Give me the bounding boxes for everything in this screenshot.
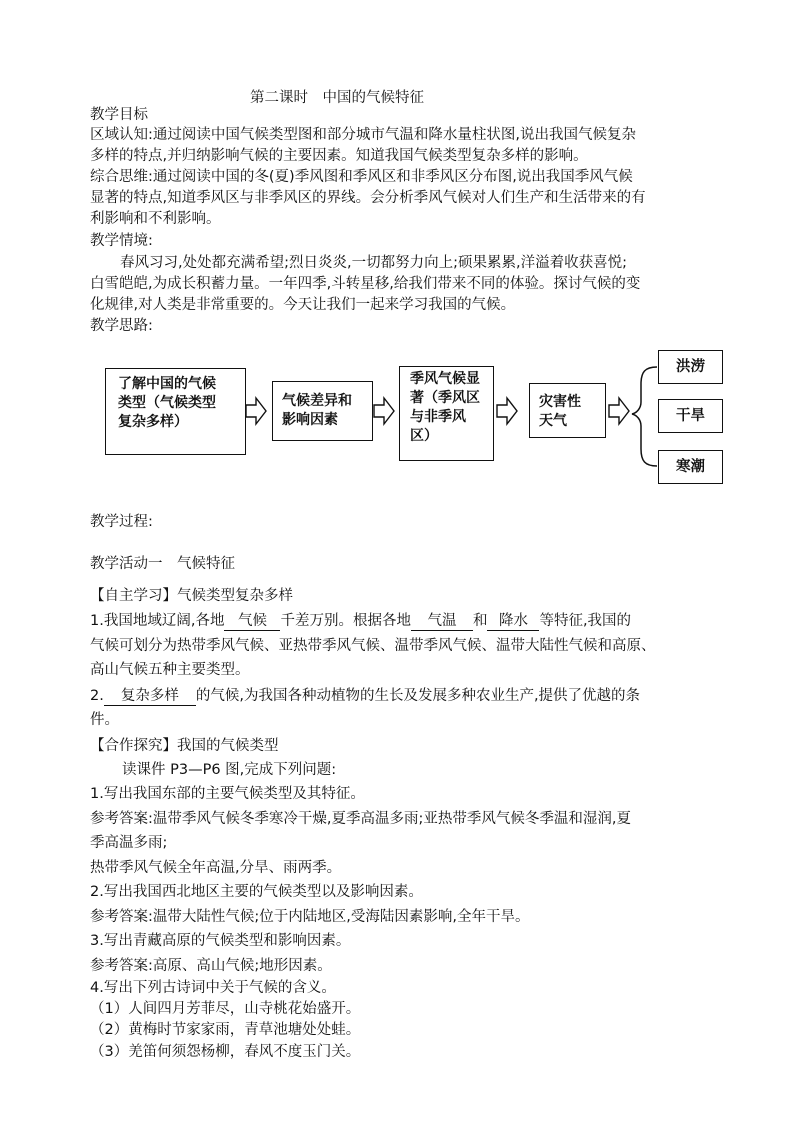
coop-question: 4.写出下列古诗词中关于气候的含义。 (90, 980, 336, 996)
flow-box-line: 复杂多样） (118, 414, 188, 430)
flow-box-monsoon (399, 366, 494, 461)
flow-box-line: 灾害性 (539, 394, 581, 410)
flow-outcome-drought: 干旱 (658, 399, 723, 433)
flow-box-line: 影响因素 (282, 412, 338, 428)
process-heading: 教学过程: (90, 514, 153, 530)
objectives-line: 显著的特点,知道季风区与非季风区的界线。会分析季风气候对人们生产和生活带来的有 (90, 190, 646, 206)
coop-answer: 参考答案:温带季风气候冬季寒冷干燥,夏季高温多雨;亚热带季风气候冬季温和湿润,夏 (90, 811, 631, 827)
flow-arrow (609, 398, 629, 424)
coop-answer: 热带季风气候全年高温,分旱、雨两季。 (90, 860, 342, 876)
flow-brace (632, 367, 657, 466)
coop-question: 3.写出青藏高原的气候类型和影响因素。 (90, 933, 351, 949)
poem-line: （2）黄梅时节家家雨，青草池塘处处蛙。 (90, 1022, 361, 1038)
situation-heading: 教学情境: (90, 233, 153, 249)
blank-answer: 气候 (224, 613, 280, 631)
flow-outcome-flood: 洪涝 (658, 350, 723, 384)
coop-answer: 季高温多雨; (90, 835, 168, 851)
situation-line: 化规律,对人类是非常重要的。今天让我们一起来学习我国的气候。 (90, 297, 516, 313)
flow-box-line: 季风气候显 (410, 371, 480, 387)
flow-box-line: 区） (410, 428, 438, 444)
flow-outcome-cold-wave: 寒潮 (658, 450, 723, 484)
self-study-q2-line: 件。 (90, 712, 119, 728)
coop-intro: 读课件 P3—P6 图,完成下列问题: (122, 762, 337, 778)
flow-box-line: 气候差异和 (282, 393, 352, 409)
self-study-q2 (90, 687, 640, 706)
objectives-heading: 教学目标 (90, 107, 148, 123)
self-study-heading: 【自主学习】气候类型复杂多样 (90, 588, 293, 604)
coop-question: 2.写出我国西北地区主要的气候类型以及影响因素。 (90, 884, 423, 900)
q1-text: 1.我国地域辽阔,各地 (90, 613, 225, 629)
q2-text: 的气候,为我国各种动植物的生长及发展多种农业生产,提供了优越的条 (195, 688, 641, 704)
objectives-line: 综合思维:通过阅读中国的冬(夏)季风图和季风区和非季风区分布图,说出我国季风气候 (90, 169, 633, 185)
q1-text: 千差万别。根据各地 (280, 613, 411, 629)
objectives-line: 多样的特点,并归纳影响气候的主要因素。知道我国气候类型复杂多样的影响。 (90, 148, 588, 164)
q1-text: 和 (472, 613, 488, 629)
blank-answer: 降水 (487, 613, 539, 631)
flow-arrow (497, 398, 517, 424)
situation-line: 白雪皑皑,为成长积蓄力量。一年四季,斗转星移,给我们带来不同的体验。探讨气候的变 (90, 276, 641, 292)
q2-text: 2. (90, 688, 104, 704)
self-study-q1-line: 高山气候五种主要类型。 (90, 662, 250, 678)
q1-text: 等特征,我国的 (539, 613, 632, 629)
situation-line: 春风习习,处处都充满希望;烈日炎炎,一切都努力向上;硕果累累,洋溢着收获喜悦; (120, 255, 627, 271)
page-title: 第二课时 中国的气候特征 (250, 90, 424, 106)
objectives-line: 区域认知:通过阅读中国气候类型图和部分城市气温和降水量柱状图,说出我国气候复杂 (90, 127, 636, 143)
poem-line: （3）羌笛何须怨杨柳，春风不度玉门关。 (90, 1044, 361, 1060)
self-study-q1-line: 气候可划分为热带季风气候、亚热带季风气候、温带季风气候、温带大陆性气候和高原、 (90, 638, 656, 654)
coop-heading: 【合作探究】我国的气候类型 (90, 738, 279, 754)
flow-arrow (374, 398, 394, 424)
flow-box-line: 类型（气候类型 (118, 395, 216, 411)
flow-box-climate-types (105, 368, 246, 455)
flow-box-line: 天气 (539, 413, 567, 429)
blank-answer: 气温 (411, 613, 473, 631)
approach-heading: 教学思路: (90, 318, 153, 334)
flow-box-climate-differences (272, 381, 373, 441)
blank-answer: 复杂多样 (104, 688, 196, 706)
coop-question: 1.写出我国东部的主要气候类型及其特征。 (90, 786, 365, 802)
activity-heading: 教学活动一 气候特征 (90, 556, 235, 572)
flow-arrow (246, 398, 266, 424)
flow-box-line: 著（季风区 (410, 390, 480, 406)
objectives-line: 利影响和不利影响。 (90, 211, 221, 227)
poem-line: （1）人间四月芳菲尽，山寺桃花始盛开。 (90, 1001, 361, 1017)
flow-box-disaster-weather (529, 383, 606, 438)
flow-box-line: 与非季风 (410, 409, 466, 425)
coop-answer: 参考答案:温带大陆性气候;位于内陆地区,受海陆因素影响,全年干旱。 (90, 909, 530, 925)
coop-answer: 参考答案:高原、高山气候;地形因素。 (90, 958, 332, 974)
flow-box-line: 了解中国的气候 (118, 376, 216, 392)
self-study-q1 (90, 612, 631, 631)
